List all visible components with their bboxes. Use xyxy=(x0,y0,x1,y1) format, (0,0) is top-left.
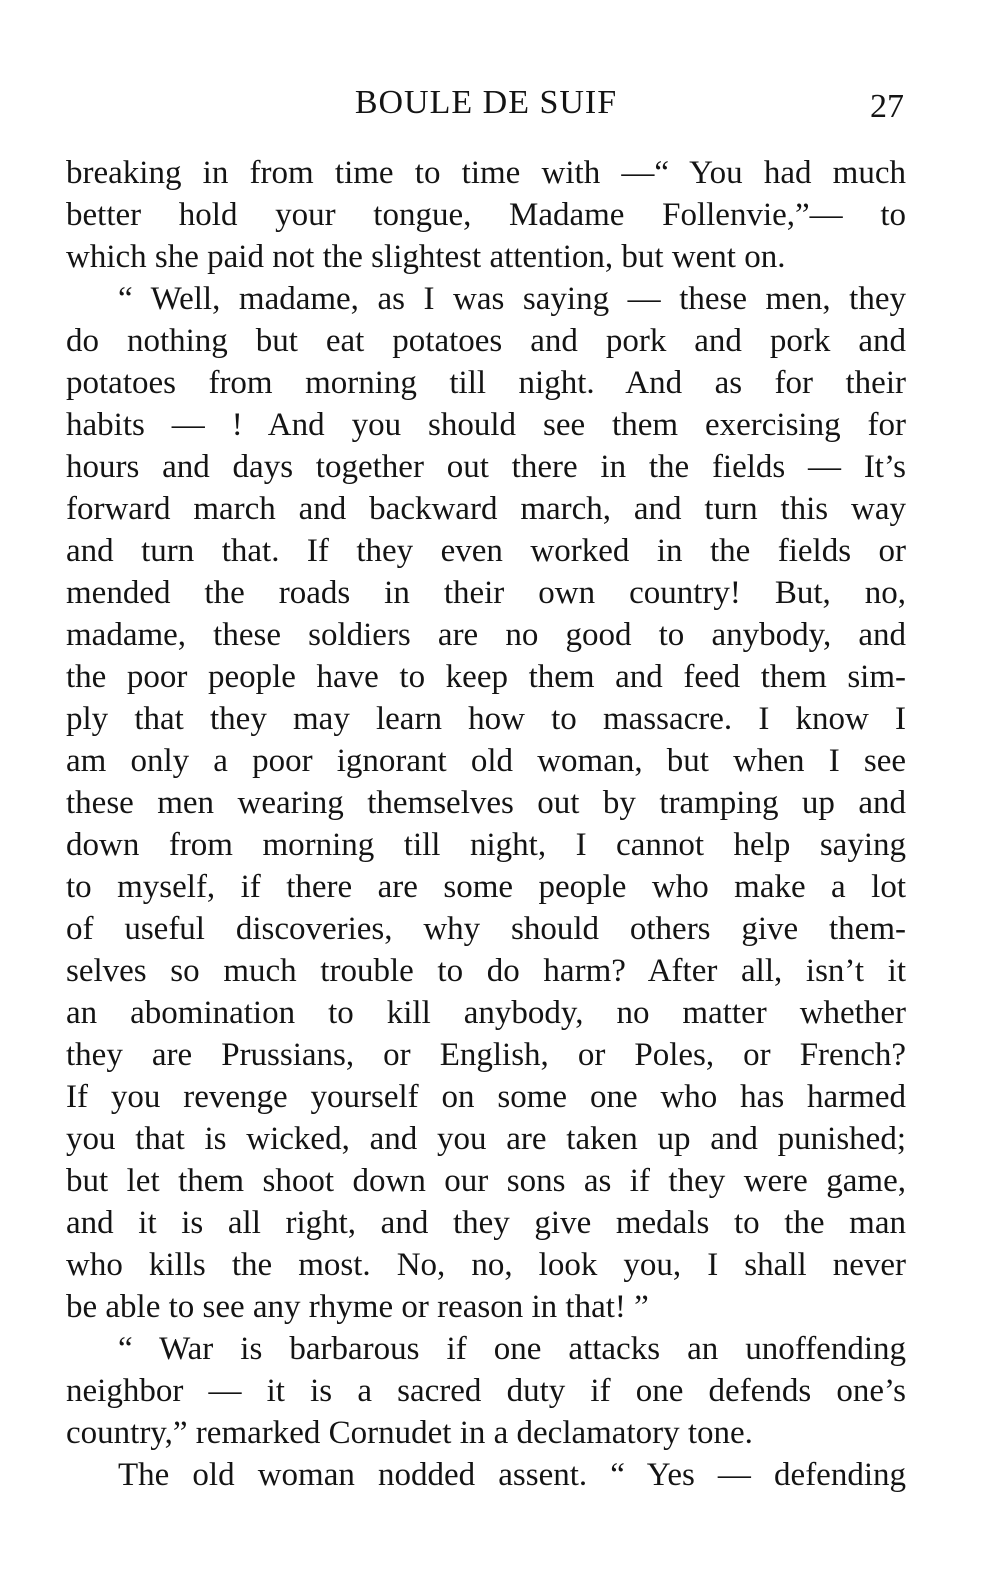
text-line: the poor people have to keep them and feed them sim- xyxy=(66,659,906,695)
running-head xyxy=(66,78,906,128)
text-line: these men wearing themselves out by tramping up and xyxy=(66,785,906,821)
running-title: BOULE DE SUIF xyxy=(354,84,618,121)
text-line: madame, these soldiers are no good to anybody, and xyxy=(66,617,906,653)
text-line: and turn that. If they even worked in the fields or xyxy=(66,533,906,569)
text-line: “ War is barbarous if one attacks an unoffending xyxy=(118,1331,906,1367)
text-line: better hold your tongue, Madame Follenvie,”— to xyxy=(66,197,906,233)
text-line: habits — ! And you should see them exercising for xyxy=(66,407,906,443)
text-line: neighbor — it is a sacred duty if one defends one’s xyxy=(66,1373,906,1409)
text-line: who kills the most. No, no, look you, I shall never xyxy=(66,1247,906,1283)
body-text xyxy=(66,152,906,1496)
text-line: do nothing but eat potatoes and pork and pork and xyxy=(66,323,906,359)
text-line: breaking in from time to time with —“ You had much xyxy=(66,155,906,191)
text-line: an abomination to kill anybody, no matter whether xyxy=(66,995,906,1031)
text-line: The old woman nodded assent. “ Yes — defending xyxy=(118,1457,906,1493)
text-line: you that is wicked, and you are taken up and punished; xyxy=(66,1121,906,1157)
text-line: If you revenge yourself on some one who has harmed xyxy=(66,1079,906,1115)
text-line: country,” remarked Cornudet in a declamatory tone. xyxy=(66,1415,753,1451)
text-line: to myself, if there are some people who make a lot xyxy=(66,869,906,905)
text-line: of useful discoveries, why should others give them- xyxy=(66,911,906,947)
text-line: forward march and backward march, and turn this way xyxy=(66,491,906,527)
text-line: “ Well, madame, as I was saying — these men, they xyxy=(118,281,906,317)
text-line: hours and days together out there in the fields — It’s xyxy=(66,449,906,485)
text-line: am only a poor ignorant old woman, but when I see xyxy=(66,743,906,779)
text-line: ply that they may learn how to massacre. I know I xyxy=(66,701,906,737)
text-line: and it is all right, and they give medals to the man xyxy=(66,1205,906,1241)
text-line: which she paid not the slightest attention, but went on. xyxy=(66,239,786,275)
text-line: mended the roads in their own country! But, no, xyxy=(66,575,906,611)
text-line: potatoes from morning till night. And as for their xyxy=(66,365,906,401)
text-line: they are Prussians, or English, or Poles, or French? xyxy=(66,1037,906,1073)
text-line: but let them shoot down our sons as if they were game, xyxy=(66,1163,906,1199)
text-line: be able to see any rhyme or reason in that! ” xyxy=(66,1289,649,1325)
text-line: down from morning till night, I cannot help saying xyxy=(66,827,906,863)
text-line: selves so much trouble to do harm? After all, isn’t it xyxy=(66,953,906,989)
page-number: 27 xyxy=(870,88,904,125)
